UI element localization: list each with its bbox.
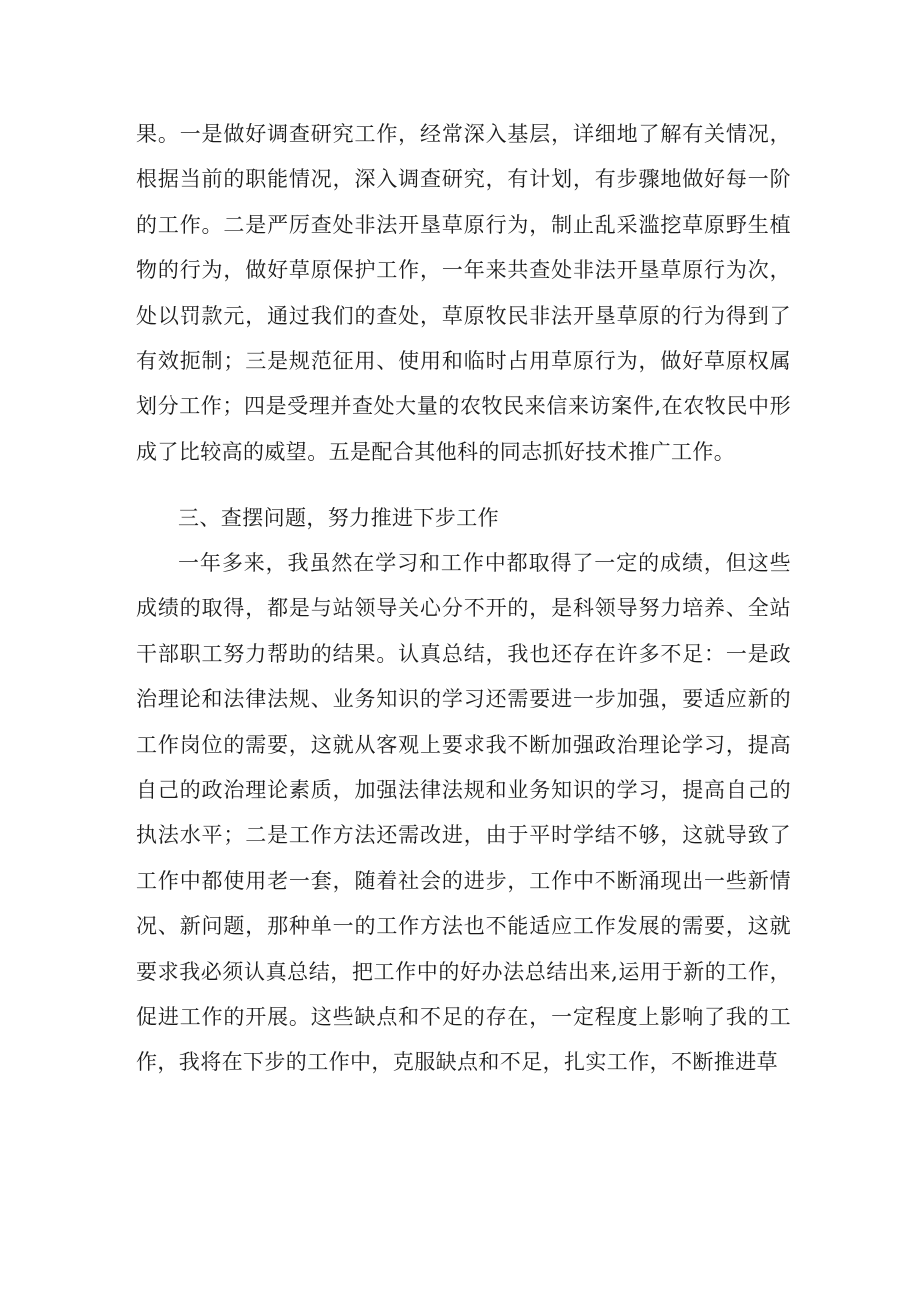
section-heading	[136, 496, 791, 541]
section-heading-text: 三、查摆问题，努力推进下步工作	[178, 506, 499, 530]
paragraph-text: 一年多来，我虽然在学习和工作中都取得了一定的成绩，但这些成绩的取得，都是与站领导关心分不开的，是科领导努力培养、全站干部职工努力帮助的结果。认真总结，我也还存在许多不足：一是政治理论和法律法规、业务知识的学习还需要进一步加强，要适应新的工作岗位的需要，这就从客观上要求我不断加强政治理论学习，提高自己的政治理论素质，加强法律法规和业务知识的学习，提高自己的执法水平；二是工作方法还需改进，由于平时学结不够，这就导致了工作中都使用老一套，随着社会的进步，工作中不断涌现出一些新情况、新问题，那种单一的工作方法也不能适应工作发展的需要，这就要求我必须认真总结，把工作中的好办法总结出来,运用于新的工作，促进工作的开展。这些缺点和不足的存在，一定程度上影响了我的工作，我将在下步的工作中，克服缺点和不足，扎实工作，不断推进草	[136, 551, 791, 1075]
body-paragraph	[136, 112, 791, 475]
paragraph-text: 果。一是做好调查研究工作，经常深入基层，详细地了解有关情况，根据当前的职能情况，深入调查研究，有计划，有步骤地做好每一阶的工作。二是严厉查处非法开垦草原行为，制止乱采滥挖草原野生植物的行为，做好草原保护工作，一年来共查处非法开垦草原行为次，处以罚款元，通过我们的查处，草原牧民非法开垦草原的行为得到了有效扼制；三是规范征用、使用和临时占用草原行为，做好草原权属划分工作；四是受理并查处大量的农牧民来信来访案件,在农牧民中形成了比较高的威望。五是配合其他科的同志抓好技术推广工作。	[136, 122, 791, 464]
body-paragraph	[136, 541, 791, 1086]
